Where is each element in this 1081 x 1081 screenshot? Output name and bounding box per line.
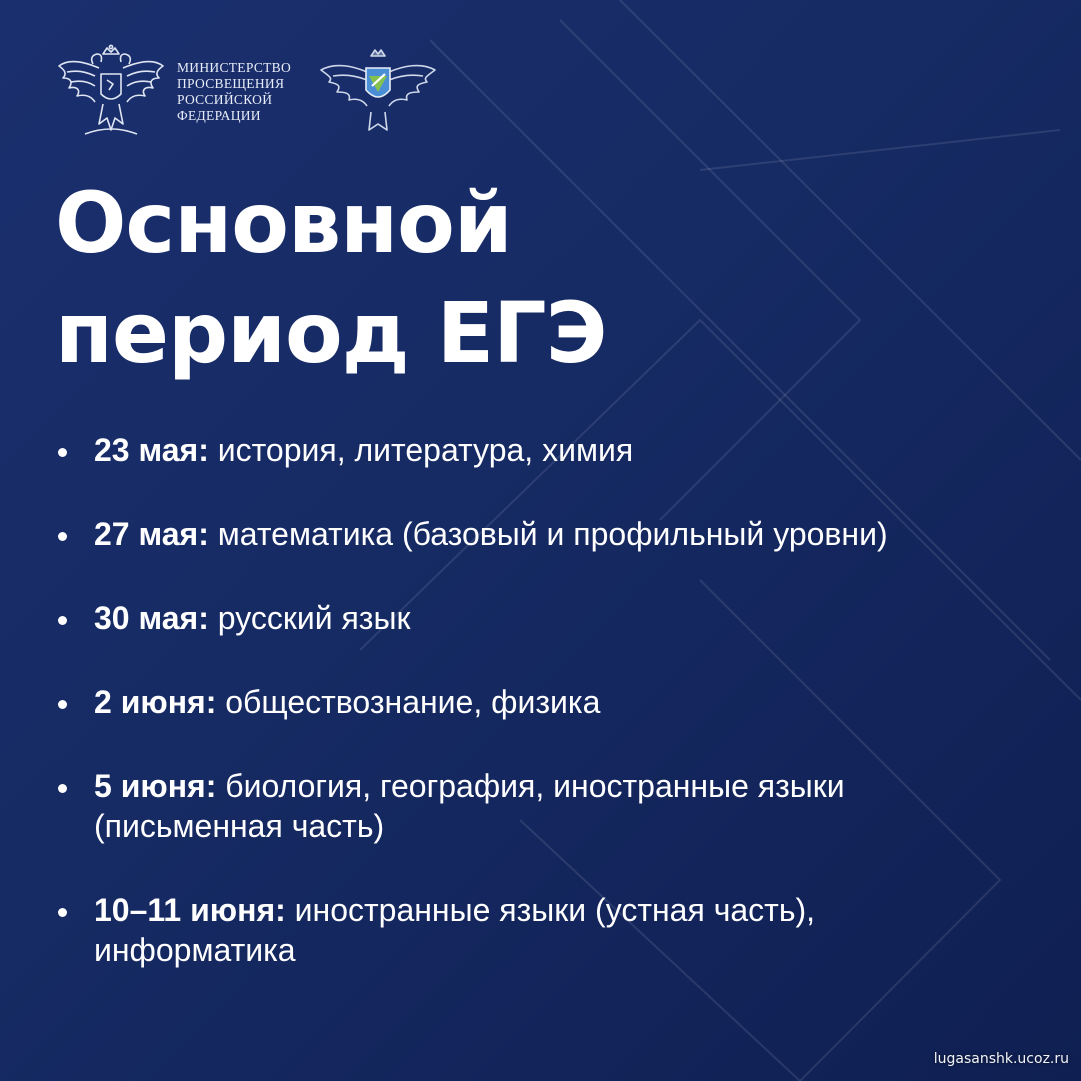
schedule-item (58, 890, 994, 970)
schedule-item (58, 598, 1038, 638)
schedule-item (58, 766, 994, 846)
title-line-2: период ЕГЭ (55, 284, 607, 382)
bullet-icon (58, 448, 67, 457)
bullet-icon (58, 700, 67, 709)
ministry-name (177, 60, 291, 124)
schedule-item (58, 430, 1038, 470)
exam-subjects: обществознание, физика (216, 684, 601, 720)
header (55, 42, 437, 142)
ministry-name-line: ПРОСВЕЩЕНИЯ (177, 76, 285, 91)
exam-subjects: математика (базовый и профильный уровни) (208, 516, 888, 552)
schedule-item (58, 682, 1038, 722)
page-title (55, 168, 606, 388)
ministry-name-line: ФЕДЕРАЦИИ (177, 108, 261, 123)
exam-subjects: русский язык (208, 600, 411, 636)
exam-date: 10–11 июня: (94, 892, 286, 928)
rosobrnadzor-eagle-icon (319, 46, 437, 138)
exam-schedule-list (58, 430, 1038, 970)
exam-date: 23 мая: (94, 432, 209, 468)
ministry-name-line: РОССИЙСКОЙ (177, 92, 273, 107)
exam-date: 27 мая: (94, 516, 209, 552)
exam-subjects: биология, география, иностранные языки (письменная часть) (94, 768, 845, 844)
site-watermark: lugasanshk.ucoz.ru (933, 1051, 1069, 1067)
schedule-item (58, 514, 1038, 554)
exam-subjects: история, литература, химия (208, 432, 634, 468)
title-line-1: Основной (55, 174, 512, 272)
exam-subjects: иностранные языки (устная часть), информатика (94, 892, 816, 968)
ministry-name-line: МИНИСТЕРСТВО (177, 60, 292, 75)
bullet-icon (58, 908, 67, 917)
bullet-icon (58, 784, 67, 793)
bullet-icon (58, 532, 67, 541)
exam-date: 5 июня: (94, 768, 217, 804)
exam-date: 30 мая: (94, 600, 209, 636)
exam-date: 2 июня: (94, 684, 217, 720)
russian-state-emblem-icon (55, 44, 167, 140)
bullet-icon (58, 616, 67, 625)
